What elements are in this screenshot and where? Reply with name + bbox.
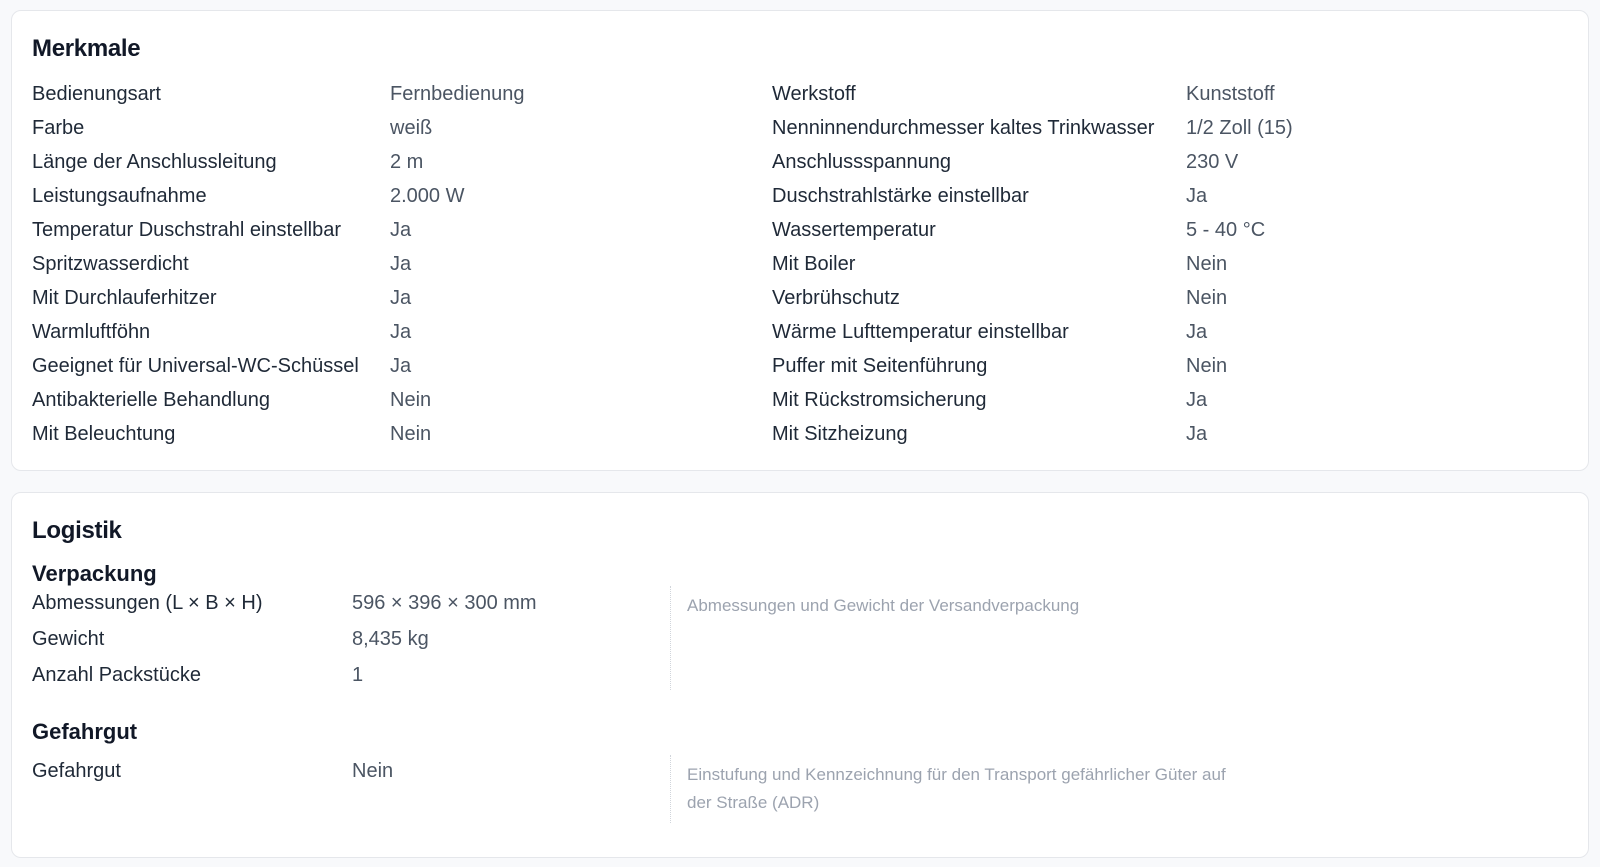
feature-label: Anschlussspannung <box>772 151 952 173</box>
feature-label: Mit Sitzheizung <box>772 423 908 445</box>
feature-value: Ja <box>1186 423 1208 445</box>
feature-label: Werkstoff <box>772 83 856 105</box>
feature-value: Ja <box>390 321 412 343</box>
feature-value: 230 V <box>1186 151 1239 173</box>
verpackung-title: Verpackung <box>32 561 157 586</box>
feature-label: Mit Beleuchtung <box>32 423 176 445</box>
feature-value: 2.000 W <box>390 185 465 207</box>
feature-value: weiß <box>390 117 433 139</box>
feature-value: Nein <box>390 389 432 411</box>
feature-label: Duschstrahlstärke einstellbar <box>772 185 1029 207</box>
verpackung-label: Anzahl Packstücke <box>32 664 201 686</box>
feature-label: Antibakterielle Behandlung <box>32 389 270 411</box>
merkmale-title: Merkmale <box>32 35 141 62</box>
feature-value: Ja <box>1186 321 1208 343</box>
feature-value: Kunststoff <box>1186 83 1275 105</box>
feature-value: Ja <box>390 287 412 309</box>
feature-value: Ja <box>390 355 412 377</box>
feature-label: Geeignet für Universal-WC-Schüssel <box>32 355 359 377</box>
verpackung-value: 596 × 396 × 300 mm <box>352 592 537 614</box>
feature-value: Nein <box>390 423 432 445</box>
gefahrgut-title: Gefahrgut <box>32 719 138 744</box>
feature-value: 1/2 Zoll (15) <box>1186 117 1293 139</box>
feature-label: Puffer mit Seitenführung <box>772 355 988 377</box>
feature-label: Nenninnendurchmesser kaltes Trinkwasser <box>772 117 1155 139</box>
feature-value: Ja <box>1186 185 1208 207</box>
feature-value: Nein <box>1186 355 1228 377</box>
feature-value: Ja <box>390 219 412 241</box>
feature-label: Mit Boiler <box>772 253 856 275</box>
feature-label: Wassertemperatur <box>772 219 936 241</box>
feature-value: Nein <box>1186 287 1228 309</box>
verpackung-label: Abmessungen (L × B × H) <box>32 592 263 614</box>
feature-value: Fernbedienung <box>390 83 525 105</box>
verpackung-label: Gewicht <box>32 628 105 650</box>
verpackung-value: 1 <box>352 664 364 686</box>
feature-label: Spritzwasserdicht <box>32 253 189 275</box>
gefahrgut-value: Nein <box>352 760 394 782</box>
feature-label: Leistungsaufnahme <box>32 185 207 207</box>
gefahrgut-description: Einstufung und Kennzeichnung für den Transport gefährlicher Güter auf der Straße (ADR) <box>670 755 1230 823</box>
verpackung-description: Abmessungen und Gewicht der Versandverpackung <box>670 586 1250 690</box>
gefahrgut-label: Gefahrgut <box>32 760 121 782</box>
feature-label: Verbrühschutz <box>772 287 900 309</box>
verpackung-value: 8,435 kg <box>352 628 429 650</box>
feature-value: Ja <box>1186 389 1208 411</box>
feature-label: Farbe <box>32 117 85 139</box>
merkmale-card <box>11 10 1589 471</box>
feature-value: Ja <box>390 253 412 275</box>
feature-label: Mit Rückstromsicherung <box>772 389 987 411</box>
feature-value: Nein <box>1186 253 1228 275</box>
feature-label: Warmluftföhn <box>32 321 151 343</box>
logistik-title: Logistik <box>32 517 122 544</box>
feature-value: 5 - 40 °C <box>1186 219 1266 241</box>
feature-label: Wärme Lufttemperatur einstellbar <box>772 321 1069 343</box>
feature-value: 2 m <box>390 151 424 173</box>
feature-label: Bedienungsart <box>32 83 161 105</box>
logistik-card <box>11 492 1589 858</box>
feature-label: Mit Durchlauferhitzer <box>32 287 217 309</box>
feature-label: Länge der Anschlussleitung <box>32 151 277 173</box>
feature-label: Temperatur Duschstrahl einstellbar <box>32 219 342 241</box>
